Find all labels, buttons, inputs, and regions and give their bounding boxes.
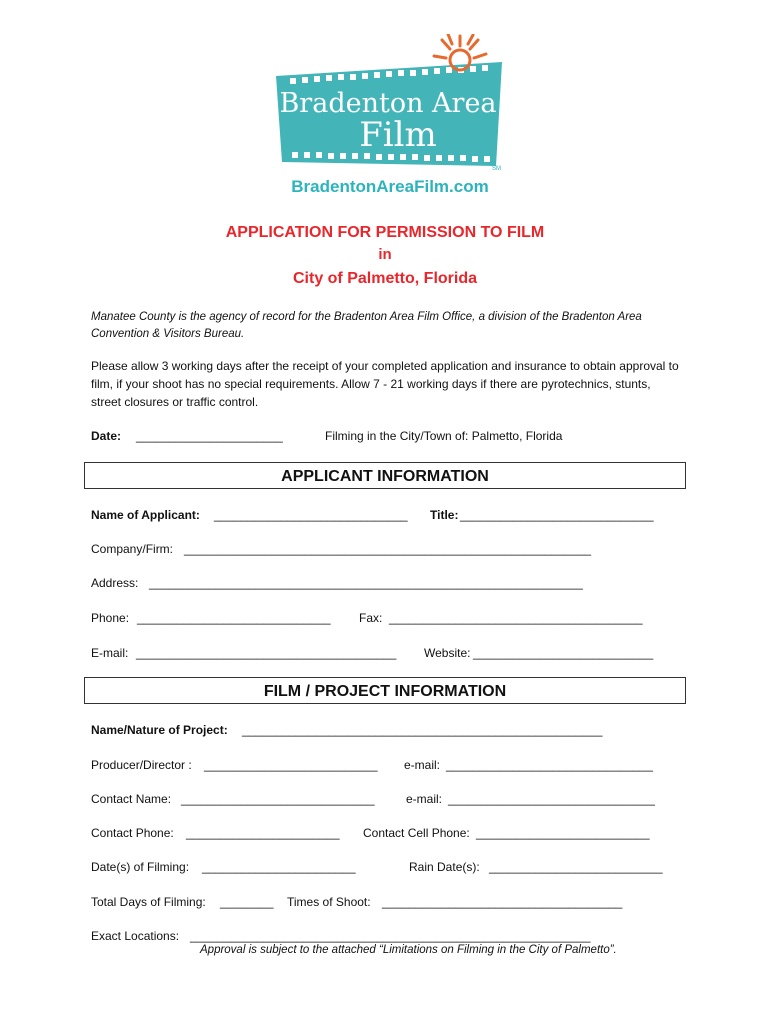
contact-phone-label: Contact Phone:	[91, 826, 174, 840]
service-mark: SM	[492, 166, 501, 172]
page-title	[0, 222, 770, 292]
contact-name-field[interactable]: _____________________________	[181, 792, 375, 806]
bradenton-area-film-logo	[270, 34, 510, 204]
email-label: E-mail:	[91, 646, 129, 660]
date-label: Date:	[91, 429, 122, 443]
total-days-field[interactable]: ________	[220, 895, 274, 909]
film-strip-logo-graphic	[270, 34, 510, 174]
logo-line1: Bradenton Area	[279, 88, 497, 119]
project-information-heading: FILM / PROJECT INFORMATION	[84, 677, 686, 704]
phone-field[interactable]: _____________________________	[137, 611, 331, 625]
applicant-title-label: Title:	[430, 508, 459, 522]
intro-paragraph: Manatee County is the agency of record for the Bradenton Area Film Office, a division of the Bradenton Area Convention & Visitors Bureau.	[91, 311, 642, 340]
company-label: Company/Firm:	[91, 542, 174, 556]
times-of-shoot-label: Times of Shoot:	[287, 895, 371, 909]
applicant-title-field[interactable]: _____________________________	[460, 508, 654, 522]
contact-email-label: e-mail:	[406, 792, 443, 806]
phone-label: Phone:	[91, 611, 130, 625]
producer-field[interactable]: __________________________	[204, 758, 378, 772]
contact-cell-label: Contact Cell Phone:	[363, 826, 470, 840]
contact-name-label: Contact Name:	[91, 792, 172, 806]
filming-city-text: Filming in the City/Town of: Palmetto, Florida	[325, 429, 563, 443]
total-days-label: Total Days of Filming:	[91, 895, 206, 909]
title-line1: APPLICATION FOR PERMISSION TO FILM	[225, 224, 545, 241]
filming-dates-field[interactable]: _______________________	[202, 860, 356, 874]
fax-label: Fax:	[359, 611, 383, 625]
exact-locations-label: Exact Locations:	[91, 929, 180, 943]
rain-dates-field[interactable]: __________________________	[489, 860, 663, 874]
filming-dates-label: Date(s) of Filming:	[91, 860, 190, 874]
company-field[interactable]: _____________________________________________________________	[184, 542, 592, 556]
rain-dates-label: Rain Date(s):	[409, 860, 480, 874]
date-field[interactable]: ______________________	[136, 429, 283, 443]
producer-email-label: e-mail:	[404, 758, 441, 772]
project-name-label: Name/Nature of Project:	[91, 723, 228, 737]
website-label: Website:	[424, 646, 471, 660]
applicant-name-label: Name of Applicant:	[91, 508, 200, 522]
fax-field[interactable]: ______________________________________	[389, 611, 643, 625]
producer-label: Producer/Director :	[91, 758, 192, 772]
contact-cell-field[interactable]: __________________________	[476, 826, 650, 840]
logo-line2: Film	[359, 115, 437, 155]
project-name-field[interactable]: ______________________________________________________	[242, 723, 603, 737]
applicant-information-heading: APPLICANT INFORMATION	[84, 462, 686, 489]
contact-phone-field[interactable]: _______________________	[186, 826, 340, 840]
contact-email-field[interactable]: _______________________________	[448, 792, 655, 806]
address-field[interactable]: _________________________________________________________________	[149, 576, 583, 590]
title-line3: City of Palmetto, Florida	[292, 270, 477, 287]
exact-locations-field[interactable]: ____________________________________________________________	[190, 929, 591, 943]
date-row	[91, 428, 121, 444]
times-of-shoot-field[interactable]: ____________________________________	[382, 895, 623, 909]
applicant-name-field[interactable]: _____________________________	[214, 508, 408, 522]
logo-url: BradentonAreaFilm.com	[291, 177, 489, 196]
email-field[interactable]: _______________________________________	[136, 646, 397, 660]
processing-note: Please allow 3 working days after the receipt of your completed application and insurance to obtain approval to film, if your shoot has no special requirements. Allow 7 - 21 working days if there are pyrotechnics, stunts, street closures or traffic control.	[91, 359, 679, 409]
address-label: Address:	[91, 576, 139, 590]
title-line2: in	[378, 246, 392, 263]
approval-note: Approval is subject to the attached “Limitations on Filming in the City of Palmetto”.	[200, 944, 617, 956]
website-field[interactable]: ___________________________	[473, 646, 654, 660]
producer-email-field[interactable]: _______________________________	[446, 758, 653, 772]
